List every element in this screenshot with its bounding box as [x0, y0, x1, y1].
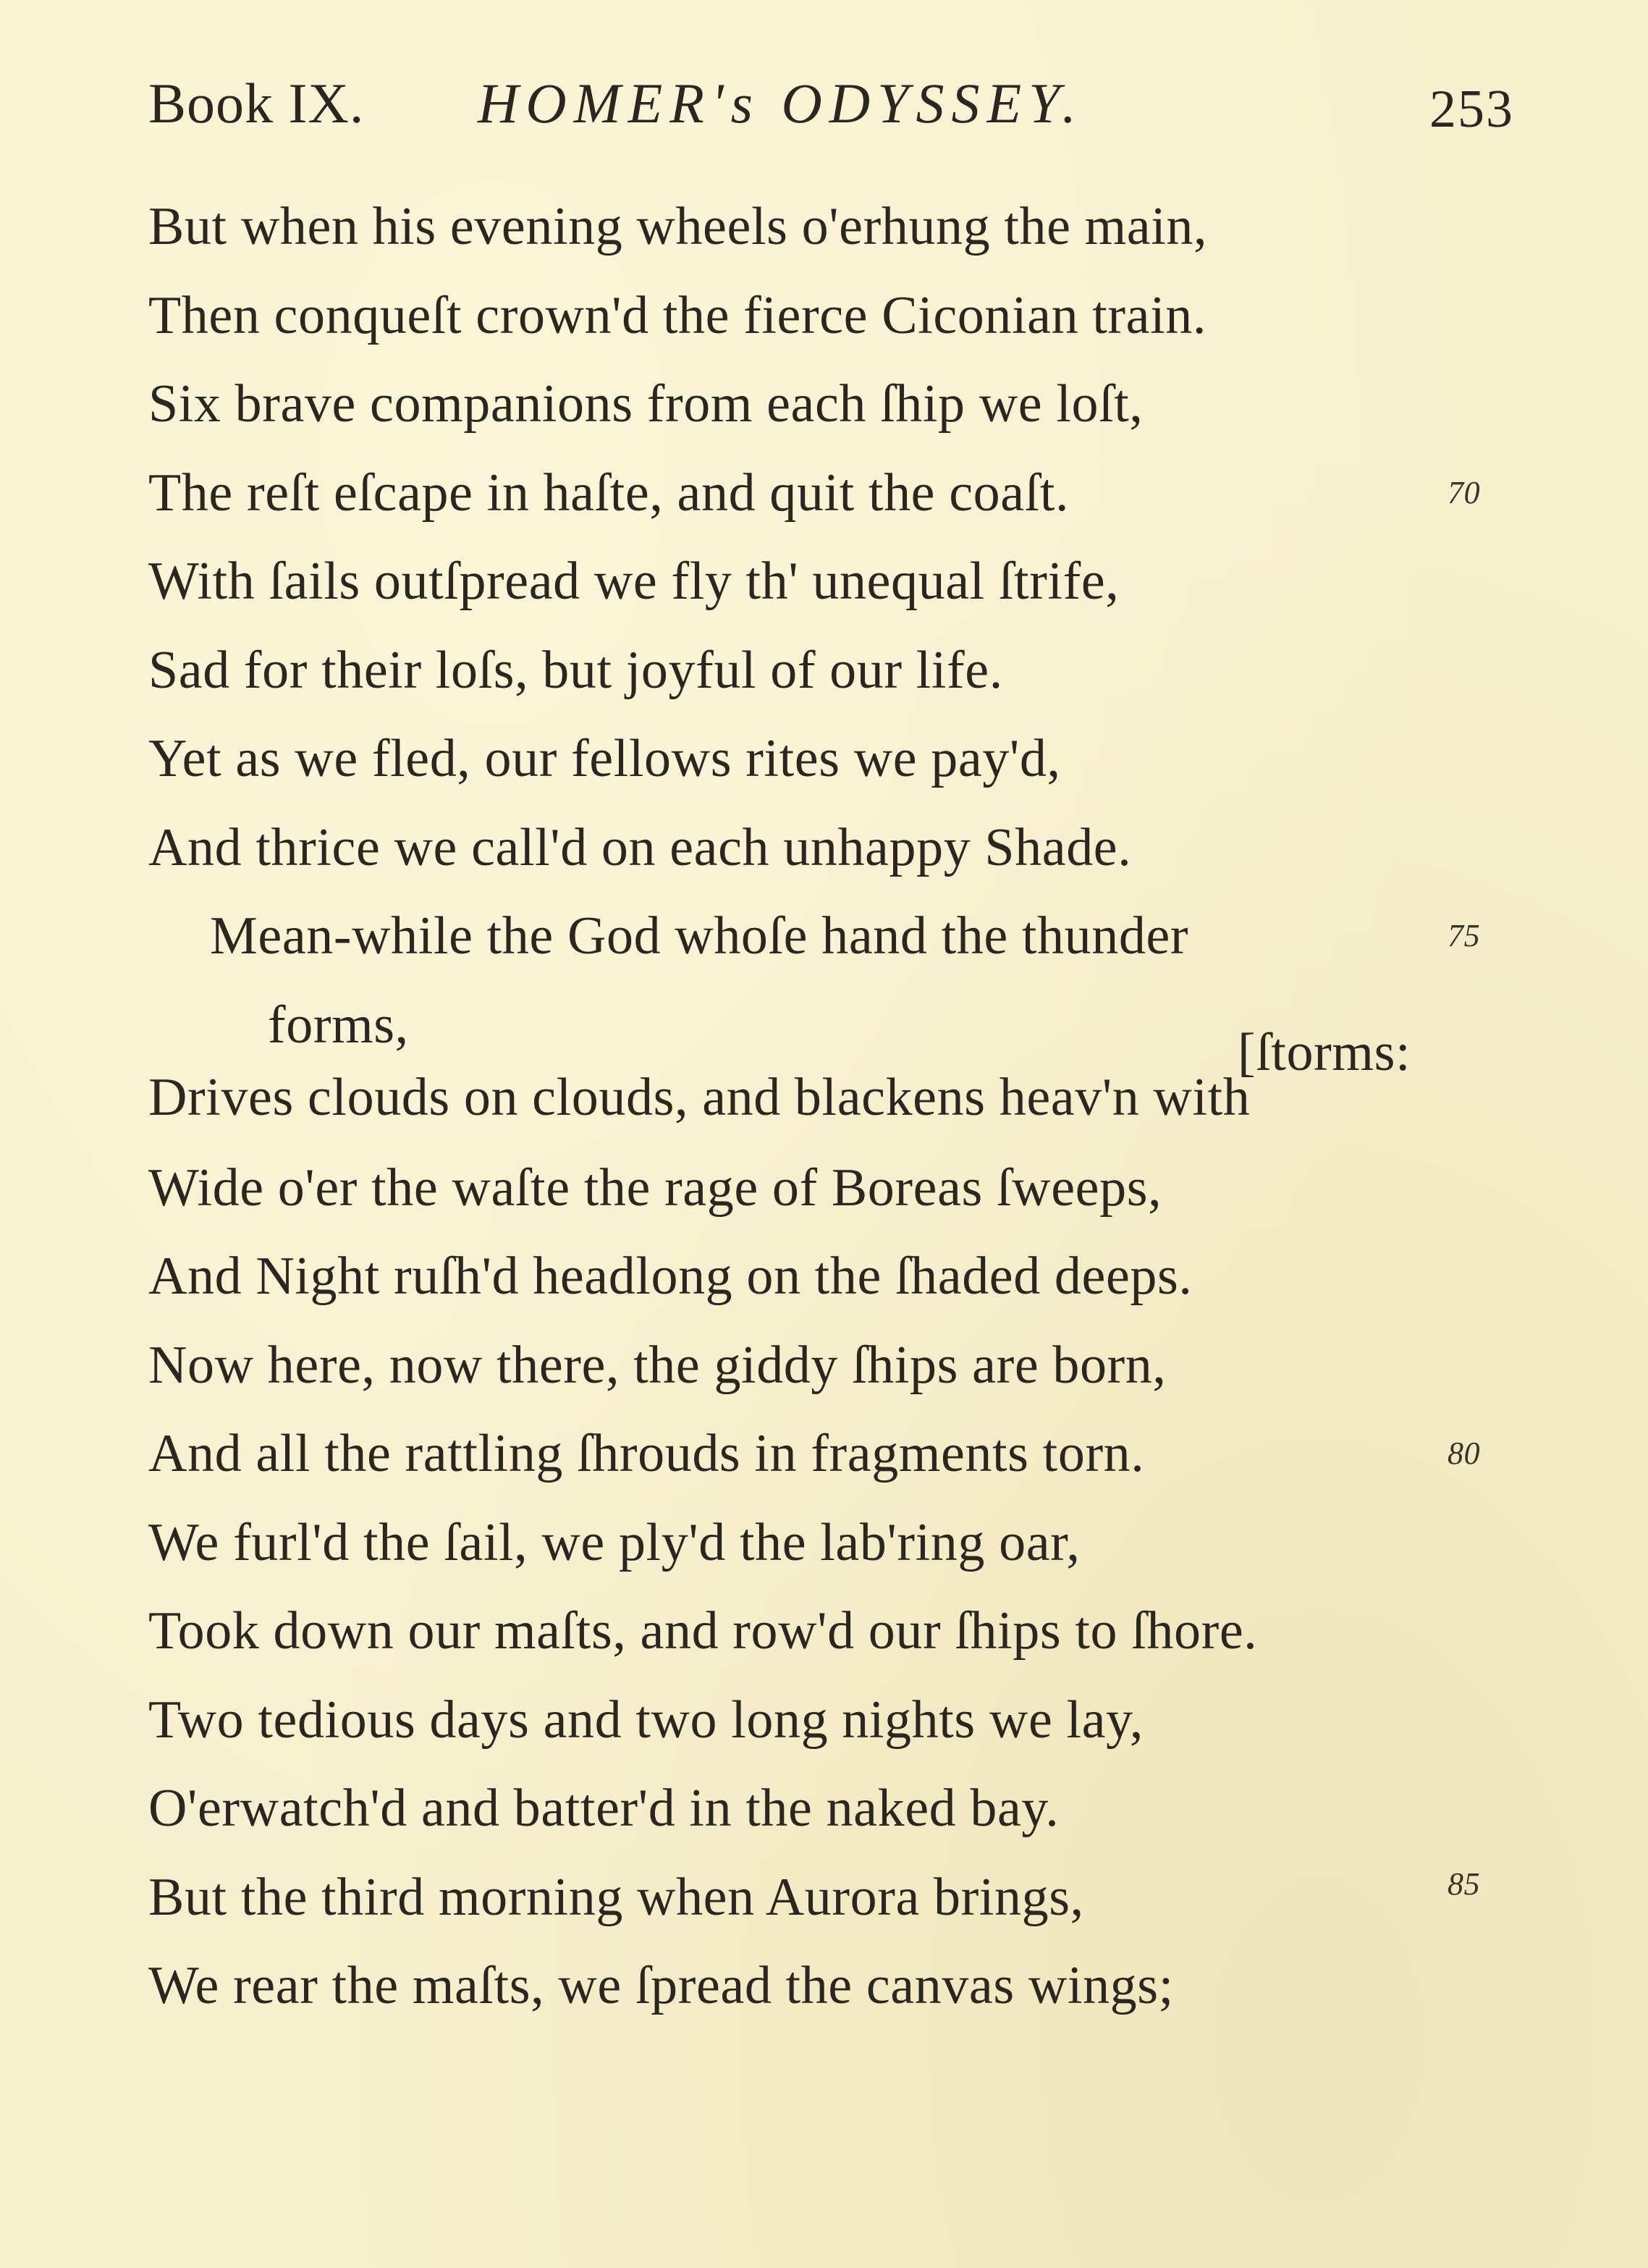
- verse-line: [148, 182, 1524, 271]
- book-label: Book IX.: [148, 72, 365, 135]
- turnover-word: [ſtorms:: [1238, 1022, 1411, 1082]
- verse-line: [148, 714, 1524, 804]
- verse-line: [148, 1321, 1524, 1410]
- verse-line: [148, 449, 1524, 538]
- verse-text: Mean-while the God whoſe hand the thunder: [210, 906, 1189, 966]
- verse-line: [148, 1764, 1524, 1853]
- verse-text: And all the rattling ſhrouds in fragments torn.: [148, 1424, 1145, 1483]
- verse-line: [148, 1232, 1524, 1321]
- verse-text: But the third morning when Aurora brings,: [148, 1867, 1084, 1927]
- verse-text: With ſails outſpread we fly th' unequal ſtrife,: [148, 552, 1120, 611]
- verse-line: [148, 1853, 1524, 1942]
- verse-line: [148, 537, 1524, 626]
- verse-text: forms,: [268, 995, 409, 1055]
- verse-text: Two tedious days and two long nights we lay,: [148, 1690, 1144, 1750]
- verse-text: Sad for their loſs, but joyful of our life.: [148, 640, 1003, 700]
- verse-line: [148, 626, 1524, 715]
- verse-text: And thrice we call'd on each unhappy Shade.: [148, 817, 1132, 877]
- verse-text: We furl'd the ſail, we ply'd the lab'ring oar,: [148, 1512, 1081, 1572]
- verse-text: Took down our maſts, and row'd our ſhips to ſhore.: [148, 1601, 1258, 1661]
- verse-line: [148, 271, 1524, 361]
- verse-line: [148, 1587, 1524, 1676]
- verse-line: [148, 892, 1524, 981]
- verse-text: Drives clouds on clouds, and blackens heav'n with: [148, 1067, 1251, 1127]
- line-number: 85: [1448, 1866, 1481, 1902]
- running-header: [148, 64, 1560, 143]
- verse-text: Now here, now there, the giddy ſhips are born,: [148, 1335, 1167, 1395]
- verse-line: [148, 1053, 1524, 1144]
- verse-text: Wide o'er the waſte the rage of Boreas ſweeps,: [148, 1158, 1162, 1218]
- verse-text: Yet as we fled, our fellows rites we pay'd,: [148, 729, 1061, 788]
- verse-line-continuation: [148, 981, 1524, 1082]
- line-number: 70: [1448, 474, 1481, 510]
- verse-text: And Night ruſh'd headlong on the ſhaded deeps.: [148, 1247, 1193, 1306]
- verse-text: We rear the maſts, we ſpread the canvas wings;: [148, 1956, 1174, 2015]
- verse-line: [148, 804, 1524, 893]
- verse-line: [148, 1942, 1524, 2031]
- verse-line: [148, 1498, 1524, 1588]
- verse-line: [148, 1409, 1524, 1498]
- running-title: HOMER's ODYSSEY.: [478, 72, 1083, 135]
- line-number: 75: [1448, 918, 1481, 953]
- verse-text: Six brave companions from each ſhip we loſt,: [148, 374, 1144, 434]
- verse-text: But when his evening wheels o'erhung the main,: [148, 197, 1208, 256]
- verse-line: [148, 1676, 1524, 1765]
- line-number: 80: [1448, 1436, 1481, 1471]
- page-number: 253: [1429, 80, 1514, 139]
- verse-line: [148, 360, 1524, 449]
- verse-block: [148, 182, 1524, 2031]
- verse-line: [148, 1144, 1524, 1233]
- verse-text: The reſt eſcape in haſte, and quit the coaſt.: [148, 463, 1070, 523]
- verse-text: O'erwatch'd and batter'd in the naked bay.: [148, 1779, 1060, 1838]
- verse-text: Then conqueſt crown'd the fierce Ciconian train.: [148, 285, 1207, 345]
